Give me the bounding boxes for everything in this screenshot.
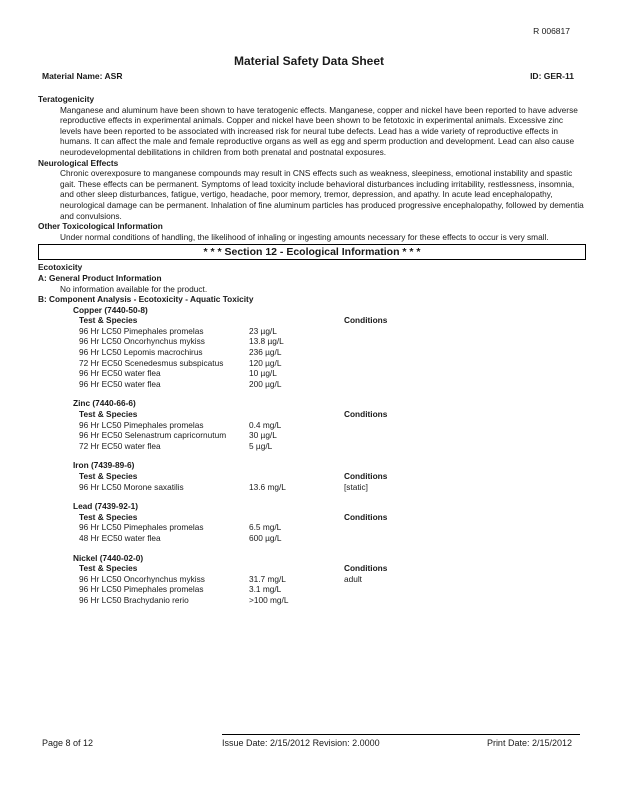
test-species-cell: 48 Hr EC50 water flea [79,532,161,543]
column-header-conditions: Conditions [344,315,388,326]
general-info-text: No information available for the product. [60,283,208,294]
component-name: Lead [73,501,93,512]
component-name: Nickel [73,552,98,563]
test-species-cell: 96 Hr LC50 Lepomis macrochirus [79,347,203,358]
result-value-cell: 0.4 mg/L [249,419,282,430]
component-name: Iron [73,460,89,471]
component-list [38,305,586,606]
component-cas: (7439-89-6) [90,460,135,471]
table-row [73,379,586,390]
conditions-cell: adult [344,573,362,584]
footer-print-date: Print Date: 2/15/2012 [486,738,572,748]
column-header-value-spacer [249,563,344,574]
conditions-cell [344,326,464,337]
table-header-row [73,315,586,326]
table-header-row [73,563,586,574]
component-title [73,398,586,409]
conditions-cell [344,379,464,390]
column-header-value-spacer [249,409,344,420]
table-row [73,358,586,369]
column-header-test: Test & Species [79,315,138,326]
conditions-cell [344,584,464,595]
component-block [73,501,586,543]
table-row [73,482,586,493]
result-value-cell: 3.1 mg/L [249,584,282,595]
material-id: ID: GER-11 [530,71,574,81]
footer-issue-date: Issue Date: 2/15/2012 Revision: 2.0000 [222,738,380,748]
component-name: Copper [73,304,103,315]
table-header-row [73,512,586,523]
table-row [73,347,586,358]
table-header-row [73,409,586,420]
component-block [73,305,586,390]
test-species-cell: 96 Hr LC50 Pimephales promelas [79,584,204,595]
result-value-cell: 30 µg/L [249,430,277,441]
footer-rule [222,734,580,735]
table-row [73,595,586,606]
test-species-cell: 72 Hr EC50 water flea [79,440,161,451]
conditions-cell [344,533,464,544]
result-value-cell: 600 µg/L [249,532,282,543]
conditions-cell: [static] [344,481,368,492]
column-header-conditions: Conditions [344,511,388,522]
teratogenicity-text: Manganese and aluminum have been shown to have teratogenic effects. Manganese, copper and nickel have been reported to have adverse reproductive effects in experimental animals. Copper and nickel have been shown to be fetotoxic in experimental animals. Excessive zinc levels have been reported to be associated with increased risk for neural tube defects. Lead has a wide variety of reproductive effects in humans. It can affect the male and female reproductive organs as well as egg and sperm production and development. Lead can also cause neurodevelopmental debilitations in children from both prenatal and postnatal exposures. [60,104,578,157]
document-body [38,94,586,606]
result-value-cell: 200 µg/L [249,378,282,389]
table-row [73,574,586,585]
conditions-cell [344,430,464,441]
result-value-cell: 13.8 µg/L [249,336,284,347]
bates-number: R 006817 [533,26,570,36]
result-value-cell: >100 mg/L [249,594,289,605]
other-tox-text: Under normal conditions of handling, the likelihood of inhaling or ingesting amounts necessary for these effects to occur is very small. [60,231,549,242]
component-cas: (7439-92-1) [94,501,139,512]
conditions-cell [344,522,464,533]
table-row [73,430,586,441]
component-title [73,305,586,316]
result-value-cell: 236 µg/L [249,347,282,358]
test-species-cell: 96 Hr LC50 Pimephales promelas [79,419,204,430]
column-header-conditions: Conditions [344,471,388,481]
component-title [73,553,586,564]
column-header-test: Test & Species [79,511,138,522]
test-species-cell: 96 Hr EC50 water flea [79,378,161,389]
footer-page: Page 8 of 12 [42,738,94,748]
test-species-cell: 96 Hr EC50 Selenastrum capricornutum [79,430,227,441]
table-row [73,584,586,595]
conditions-cell [344,368,464,379]
test-species-cell: 96 Hr EC50 water flea [79,368,161,379]
general-info-heading: A: General Product Information [38,272,162,283]
result-value-cell: 120 µg/L [249,357,282,368]
conditions-cell [344,595,464,606]
result-value-cell: 6.5 mg/L [249,522,282,533]
component-analysis-heading: B: Component Analysis - Ecotoxicity - Aquatic Toxicity [38,294,254,305]
table-header-row [73,471,586,482]
component-cas: (7440-66-6) [92,398,136,409]
section-12-header: * * * Section 12 - Ecological Information * * * [38,244,586,260]
table-row [73,533,586,544]
table-row [73,522,586,533]
test-species-cell: 96 Hr LC50 Oncorhynchus mykiss [79,573,205,584]
conditions-cell [344,358,464,369]
conditions-cell [344,420,464,431]
component-cas: (7440-50-8) [104,304,148,315]
result-value-cell: 23 µg/L [249,325,277,336]
component-cas: (7440-02-0) [99,552,144,563]
material-name: Material Name: ASR [42,71,123,81]
column-header-conditions: Conditions [344,563,388,574]
result-value-cell: 10 µg/L [249,368,277,379]
component-block [73,553,586,606]
component-title [73,460,586,471]
table-row [73,420,586,431]
column-header-value-spacer [249,315,344,326]
column-header-test: Test & Species [79,563,138,574]
conditions-cell [344,347,464,358]
component-name: Zinc [73,398,91,409]
conditions-cell [344,336,464,347]
other-tox-heading: Other Toxicological Information [38,221,163,232]
ecotoxicity-heading: Ecotoxicity [38,262,83,273]
test-species-cell: 96 Hr LC50 Pimephales promelas [79,522,204,533]
test-species-cell: 96 Hr LC50 Oncorhynchus mykiss [79,336,205,347]
table-row [73,336,586,347]
table-row [73,441,586,452]
conditions-cell [344,441,464,452]
column-header-value-spacer [249,471,344,482]
test-species-cell: 96 Hr LC50 Pimephales promelas [79,325,204,336]
column-header-conditions: Conditions [344,409,388,420]
column-header-value-spacer [249,512,344,523]
neurological-text: Chronic overexposure to manganese compounds may result in CNS effects such as weakness, sleepiness, emotional instability and spastic gait. These effects can be permanent. Symptoms of lead toxicity include behavioral disturbances including irritability, restlessness, insomnia, and other sleep disturbances, fatigue, vertigo, headache, poor memory, tremor, depression, and apathy. In acute lead encephalopathy, neurological damage can be permanent. Inhalation of fine aluminum particles has produced progressive encephalopathy, followed by dementia and convulsions. [60,168,584,221]
page-title: Material Safety Data Sheet [233,54,385,68]
result-value-cell: 5 µg/L [249,440,273,451]
result-value-cell: 13.6 mg/L [249,481,286,492]
component-block [73,398,586,451]
table-row [73,368,586,379]
component-block [73,460,586,492]
component-title [73,501,586,512]
teratogenicity-heading: Teratogenicity [38,94,95,104]
result-value-cell: 31.7 mg/L [249,573,286,584]
test-species-cell: 72 Hr EC50 Scenedesmus subspicatus [79,357,224,368]
table-row [73,326,586,337]
neurological-heading: Neurological Effects [38,157,119,168]
column-header-test: Test & Species [79,471,138,481]
column-header-test: Test & Species [79,409,138,420]
test-species-cell: 96 Hr LC50 Brachydanio rerio [79,594,189,605]
test-species-cell: 96 Hr LC50 Morone saxatilis [79,481,184,492]
